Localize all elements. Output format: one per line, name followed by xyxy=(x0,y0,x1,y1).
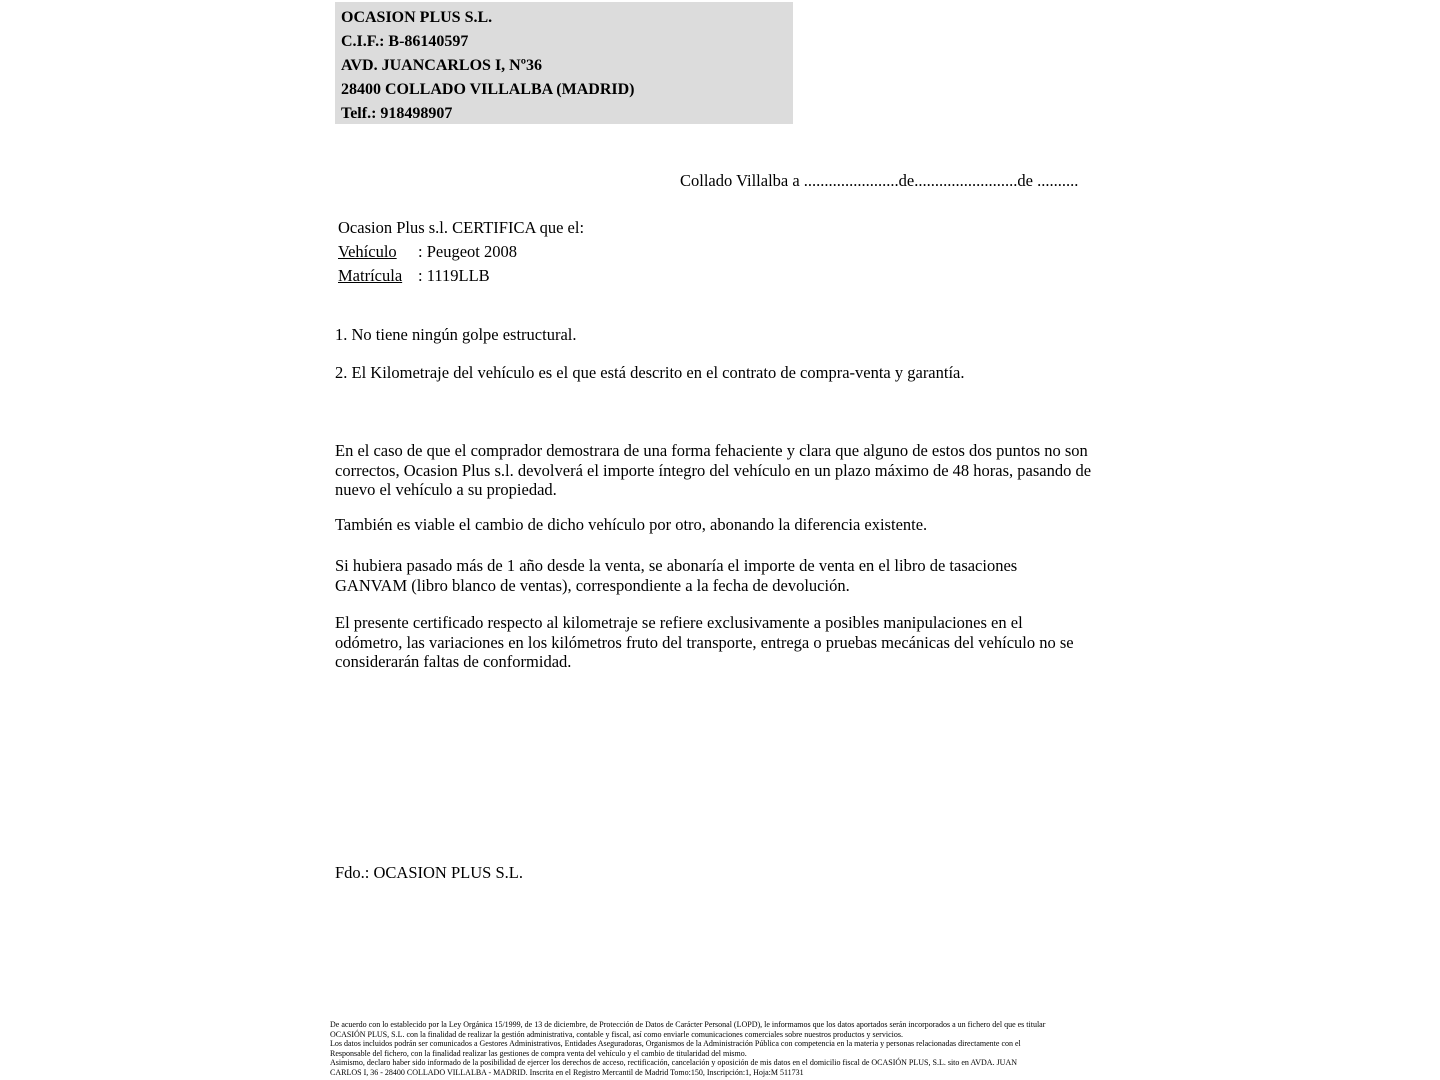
company-header-box xyxy=(335,2,793,124)
plate-row xyxy=(338,264,584,288)
paragraph-exchange: También es viable el cambio de dicho vehículo por otro, abonando la diferencia existente. xyxy=(335,515,928,534)
company-address: AVD. JUANCARLOS I, Nº36 xyxy=(341,57,543,74)
legal-footer-line: OCASIÓN PLUS, S.L. con la finalidad de realizar la gestión administrativa, contable y fiscal, así como enviarle comunicaciones comerciales sobre nuestros productos y servicios. xyxy=(330,1029,903,1039)
date-line: Collado Villalba a .......................de.........................de .......... xyxy=(680,171,1079,190)
legal-footer-line: De acuerdo con lo establecido por la Ley Orgánica 15/1999, de 13 de diciembre, de Protección de Datos de Carácter Personal (LOPD), le informamos que los datos aportados serán incorporados a un fichero del que es titular xyxy=(330,1020,1046,1029)
plate-label: Matrícula xyxy=(338,266,403,285)
legal-footer xyxy=(330,1020,1120,1078)
company-city: 28400 COLLADO VILLALBA (MADRID) xyxy=(341,81,635,98)
paragraph-odometer: El presente certificado respecto al kilometraje se refiere exclusivamente a posibles manipulaciones en el odómetro, las variaciones en los kilómetros fruto del transporte, entrega o pruebas mecánicas del vehículo no se considerarán faltas de conformidad. xyxy=(335,613,1074,672)
certifica-intro: Ocasion Plus s.l. CERTIFICA que el: xyxy=(338,218,585,237)
vehicle-row xyxy=(338,240,584,264)
legal-footer-line: Responsable del fichero, con la finalidad realizar las gestiones de compra venta del vehículo y el cambio de titularidad del mismo. xyxy=(330,1048,747,1058)
certification-block xyxy=(338,216,584,288)
legal-footer-line: Asimismo, declaro haber sido informado de la posibilidad de ejercer los derechos de acceso, rectificación, cancelación y oposición de mis datos en el domicilio fiscal de OCASIÓN PLUS, S.L. sito en AVDA. JUAN xyxy=(330,1058,1018,1068)
legal-footer-line: Los datos incluidos podrán ser comunicados a Gestores Administrativos, Entidades Aseguradoras, Organismos de la Administración Pública con competencia en la materia y personas relacionadas directamente con el xyxy=(330,1039,1021,1049)
paragraph-refund: En el caso de que el comprador demostrara de una forma fehaciente y clara que alguno de estos dos puntos no son correctos, Ocasion Plus s.l. devolverá el importe íntegro del vehículo en un plazo máximo de 48 horas, pasando de nuevo el vehículo a su propiedad. xyxy=(335,441,1092,500)
signature-line: Fdo.: OCASION PLUS S.L. xyxy=(335,863,523,882)
paragraph-ganvam: Si hubiera pasado más de 1 año desde la venta, se abonaría el importe de venta en el libro de tasaciones GANVAM (libro blanco de ventas), correspondiente a la fecha de devolución. xyxy=(335,556,1018,595)
legal-footer-line: CARLOS I, 36 - 28400 COLLADO VILLALBA - MADRID. Inscrita en el Registro Mercantil de Madrid Tomo:150, Inscripción:1, Hoja:M 511731 xyxy=(330,1067,804,1077)
company-phone: Telf.: 918498907 xyxy=(341,105,453,122)
plate-value: : 1119LLB xyxy=(418,266,490,285)
company-cif: C.I.F.: B-86140597 xyxy=(341,33,469,50)
vehicle-value: : Peugeot 2008 xyxy=(418,242,517,261)
vehicle-label: Vehículo xyxy=(338,242,397,261)
condition-item-2: 2. El Kilometraje del vehículo es el que está descrito en el contrato de compra-venta y garantía. xyxy=(335,363,965,382)
condition-item-1: 1. No tiene ningún golpe estructural. xyxy=(335,325,577,344)
company-name: OCASION PLUS S.L. xyxy=(341,9,493,26)
